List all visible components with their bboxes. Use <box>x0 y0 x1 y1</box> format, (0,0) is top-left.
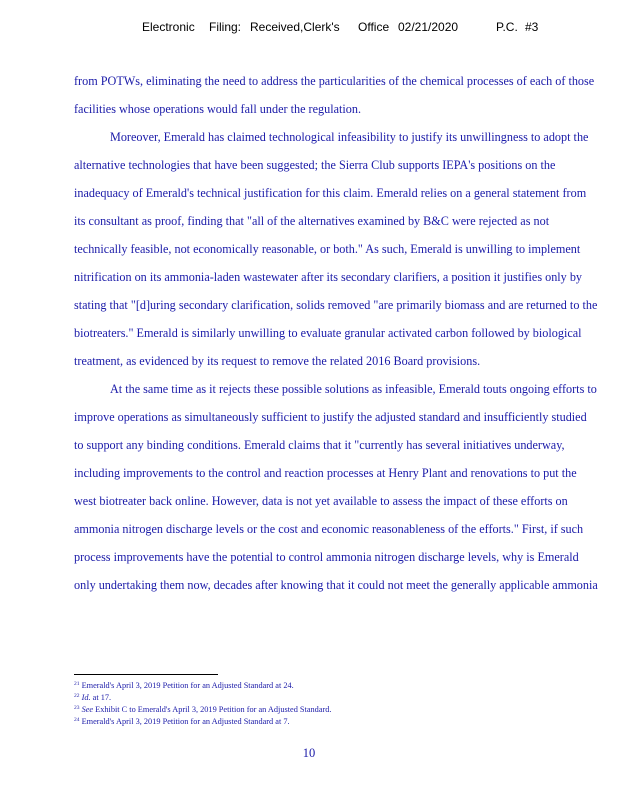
header-electronic: Electronic <box>142 20 195 34</box>
footnote-text: Emerald's April 3, 2019 Petition for an Adjusted Standard at 7. <box>81 717 290 726</box>
footnote-number: 22 <box>74 693 80 699</box>
footnote-italic: Id. <box>81 693 91 702</box>
footnote-separator <box>74 674 218 675</box>
footnote-22 <box>74 691 598 703</box>
header-number: #3 <box>525 20 539 34</box>
footnote-number: 23 <box>74 705 80 711</box>
document-body <box>74 67 598 599</box>
footnote-23 <box>74 703 598 715</box>
footnote-number: 24 <box>74 717 80 723</box>
footnote-number: 21 <box>74 681 80 687</box>
header-filing: Filing: <box>209 20 242 34</box>
footnote-italic: See <box>81 705 94 714</box>
paragraph-2: Moreover, Emerald has claimed technological infeasibility to justify its unwillingness to adopt the alternative technologies that have been suggested; the Sierra Club supports IEPA's positions on the inadequacy of Emerald's technical justification for this claim. Emerald relies on a general statement from its consultant as proof, finding that "all of the alternatives examined by B&C were rejected as not technically feasible, not economically reasonable, or both." As such, Emerald is unwilling to implement nitrification on its ammonia-laden wastewater after its secondary clarifiers, a position it justifies only by stating that "[d]uring secondary clarification, solids removed "are primarily biomass and are returned to the biotreaters." Emerald is similarly unwilling to evaluate granular activated carbon followed by biological treatment, as evidenced by its request to remove the related 2016 Board provisions. <box>74 130 598 368</box>
header-pc: P.C. <box>496 20 518 34</box>
header-date: 02/21/2020 <box>398 20 459 34</box>
footnote-21 <box>74 679 598 691</box>
footnote-24 <box>74 715 598 727</box>
paragraph-1: from POTWs, eliminating the need to address the particularities of the chemical processes of each of those facilities whose operations would fall under the regulation. <box>74 74 595 116</box>
paragraph-3: At the same time as it rejects these possible solutions as infeasible, Emerald touts ongoing efforts to improve operations as simultaneously sufficient to justify the adjusted standard and insufficiently studied to support any binding conditions. Emerald claims that it "currently has several initiatives underway, including improvements to the control and reaction processes at Henry Plant and renovations to put the west biotreater back online. However, data is not yet available to assess the impact of these efforts on ammonia nitrogen discharge levels or the cost and economic reasonableness of the efforts." First, if such process improvements have the potential to control ammonia nitrogen discharge levels, why is Emerald only undertaking them now, decades after knowing that it could not meet the generally applicable ammonia <box>74 382 598 592</box>
footnote-text: at 17. <box>90 693 112 702</box>
page-number: 10 <box>302 746 316 760</box>
footnote-text: Exhibit C to Emerald's April 3, 2019 Petition for an Adjusted Standard. <box>93 705 332 714</box>
footnotes <box>74 679 598 727</box>
header-received-clerks: Received,Clerk's <box>250 20 340 34</box>
footnote-text: Emerald's April 3, 2019 Petition for an Adjusted Standard at 24. <box>81 681 294 690</box>
header-office: Office <box>358 20 390 34</box>
